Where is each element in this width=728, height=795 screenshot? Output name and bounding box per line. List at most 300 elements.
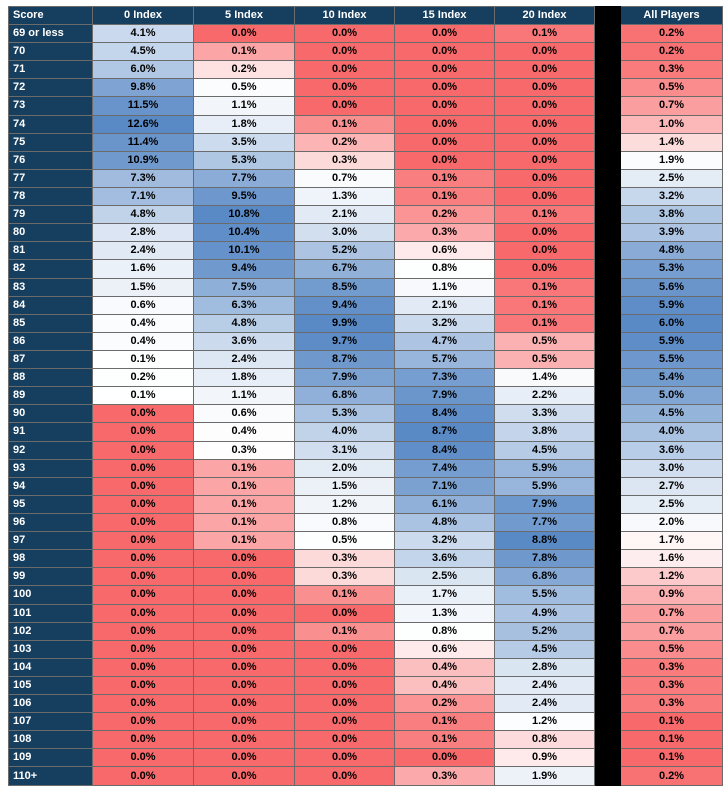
separator-cell [595,477,621,495]
heatmap-cell: 0.0% [93,695,194,713]
heatmap-cell: 0.0% [295,97,395,115]
score-cell: 80 [9,224,93,242]
table-row [9,423,723,441]
separator-cell [595,658,621,676]
heatmap-cell: 4.8% [93,206,194,224]
table-row [9,568,723,586]
heatmap-cell: 0.0% [495,97,595,115]
heatmap-cell: 0.0% [194,586,295,604]
heatmap-cell: 0.0% [295,767,395,786]
heatmap-cell: 6.0% [93,61,194,79]
table-row [9,314,723,332]
table-row [9,676,723,694]
heatmap-cell: 0.8% [495,731,595,749]
table-row [9,97,723,115]
heatmap-cell: 0.0% [295,43,395,61]
all-players-cell: 1.9% [621,151,723,169]
heatmap-cell: 4.5% [495,441,595,459]
heatmap-cell: 0.0% [495,115,595,133]
table-row [9,713,723,731]
separator-cell [595,260,621,278]
table-row [9,25,723,43]
heatmap-cell: 0.0% [295,640,395,658]
heatmap-cell: 8.7% [295,350,395,368]
heatmap-cell: 0.0% [395,133,495,151]
heatmap-cell: 0.1% [194,459,295,477]
score-cell: 89 [9,387,93,405]
index-column-header: 10 Index [295,7,395,25]
heatmap-cell: 0.6% [395,242,495,260]
heatmap-cell: 6.7% [295,260,395,278]
heatmap-cell: 0.0% [395,61,495,79]
score-cell: 102 [9,622,93,640]
heatmap-cell: 8.8% [495,532,595,550]
separator-cell [595,749,621,767]
table-row [9,187,723,205]
heatmap-cell: 7.5% [194,278,295,296]
heatmap-cell: 0.0% [93,640,194,658]
separator-cell [595,314,621,332]
heatmap-cell: 5.7% [395,350,495,368]
score-cell: 104 [9,658,93,676]
score-cell: 87 [9,350,93,368]
heatmap-cell: 0.1% [295,586,395,604]
separator-cell [595,586,621,604]
all-players-cell: 0.3% [621,676,723,694]
score-cell: 81 [9,242,93,260]
heatmap-cell: 9.4% [295,296,395,314]
heatmap-cell: 0.4% [93,332,194,350]
all-players-cell: 0.5% [621,79,723,97]
heatmap-cell: 2.4% [495,676,595,694]
heatmap-cell: 9.8% [93,79,194,97]
table-row [9,550,723,568]
all-players-cell: 5.6% [621,278,723,296]
heatmap-cell: 1.4% [495,369,595,387]
separator-cell [595,459,621,477]
separator-cell [595,224,621,242]
heatmap-cell: 0.0% [194,695,295,713]
score-column-header: Score [9,7,93,25]
separator-cell [595,550,621,568]
heatmap-cell: 4.8% [395,513,495,531]
all-players-cell: 0.3% [621,61,723,79]
heatmap-cell: 0.0% [194,767,295,786]
heatmap-cell: 3.6% [194,332,295,350]
all-players-cell: 5.3% [621,260,723,278]
heatmap-cell: 9.7% [295,332,395,350]
heatmap-cell: 4.9% [495,604,595,622]
heatmap-cell: 0.3% [295,151,395,169]
all-players-cell: 5.0% [621,387,723,405]
heatmap-cell: 0.1% [93,387,194,405]
separator-column [595,7,621,25]
heatmap-cell: 3.8% [495,423,595,441]
heatmap-cell: 0.0% [93,731,194,749]
heatmap-cell: 0.1% [495,314,595,332]
separator-cell [595,97,621,115]
heatmap-cell: 0.4% [395,658,495,676]
heatmap-cell: 11.5% [93,97,194,115]
table-row [9,133,723,151]
heatmap-cell: 0.0% [395,25,495,43]
heatmap-cell: 1.2% [495,713,595,731]
heatmap-cell: 0.9% [495,749,595,767]
table-row [9,441,723,459]
heatmap-cell: 0.0% [395,749,495,767]
all-players-cell: 0.9% [621,586,723,604]
heatmap-cell: 0.0% [194,749,295,767]
all-players-cell: 5.9% [621,296,723,314]
score-cell: 69 or less [9,25,93,43]
heatmap-cell: 2.8% [93,224,194,242]
heatmap-cell: 0.0% [194,25,295,43]
heatmap-cell: 2.5% [395,568,495,586]
heatmap-cell: 5.3% [194,151,295,169]
table-row [9,115,723,133]
heatmap-cell: 0.6% [395,640,495,658]
heatmap-cell: 6.8% [495,568,595,586]
all-players-cell: 0.1% [621,749,723,767]
separator-cell [595,369,621,387]
all-players-cell: 0.7% [621,97,723,115]
all-players-cell: 2.5% [621,169,723,187]
heatmap-cell: 1.1% [194,387,295,405]
score-cell: 93 [9,459,93,477]
heatmap-cell: 0.0% [93,604,194,622]
separator-cell [595,695,621,713]
score-cell: 105 [9,676,93,694]
heatmap-cell: 0.0% [93,477,194,495]
all-players-cell: 0.7% [621,622,723,640]
heatmap-cell: 7.7% [194,169,295,187]
index-column-header: 20 Index [495,7,595,25]
table-row [9,586,723,604]
heatmap-cell: 0.0% [295,658,395,676]
heatmap-cell: 0.4% [93,314,194,332]
heatmap-cell: 0.4% [395,676,495,694]
table-row [9,604,723,622]
heatmap-cell: 0.0% [93,550,194,568]
heatmap-cell: 0.0% [295,25,395,43]
heatmap-cell: 7.8% [495,550,595,568]
score-cell: 99 [9,568,93,586]
heatmap-cell: 0.0% [495,151,595,169]
score-cell: 91 [9,423,93,441]
heatmap-cell: 2.4% [194,350,295,368]
separator-cell [595,713,621,731]
heatmap-cell: 0.0% [194,640,295,658]
heatmap-cell: 0.0% [395,43,495,61]
table-body [9,25,723,786]
heatmap-cell: 1.1% [194,97,295,115]
score-cell: 110+ [9,767,93,786]
heatmap-cell: 3.3% [495,405,595,423]
all-players-cell: 4.8% [621,242,723,260]
score-cell: 85 [9,314,93,332]
score-cell: 83 [9,278,93,296]
heatmap-cell: 10.9% [93,151,194,169]
heatmap-cell: 1.5% [295,477,395,495]
heatmap-cell: 1.8% [194,369,295,387]
all-players-cell: 1.6% [621,550,723,568]
heatmap-cell: 0.0% [93,568,194,586]
separator-cell [595,206,621,224]
table-row [9,278,723,296]
heatmap-cell: 4.5% [93,43,194,61]
heatmap-cell: 0.1% [495,296,595,314]
heatmap-cell: 0.0% [495,133,595,151]
heatmap-cell: 2.0% [295,459,395,477]
score-cell: 77 [9,169,93,187]
table-row [9,332,723,350]
score-cell: 90 [9,405,93,423]
heatmap-cell: 0.8% [395,622,495,640]
score-cell: 72 [9,79,93,97]
score-cell: 84 [9,296,93,314]
heatmap-cell: 0.3% [395,224,495,242]
score-cell: 98 [9,550,93,568]
all-players-cell: 1.4% [621,133,723,151]
table-row [9,767,723,786]
table-row [9,405,723,423]
all-players-cell: 4.5% [621,405,723,423]
heatmap-cell: 4.7% [395,332,495,350]
heatmap-cell: 3.2% [395,314,495,332]
score-cell: 106 [9,695,93,713]
all-players-cell: 0.3% [621,658,723,676]
heatmap-cell: 0.0% [93,513,194,531]
heatmap-cell: 9.4% [194,260,295,278]
score-cell: 94 [9,477,93,495]
all-players-cell: 5.5% [621,350,723,368]
score-cell: 101 [9,604,93,622]
heatmap-cell: 7.3% [93,169,194,187]
table-row [9,61,723,79]
heatmap-cell: 7.1% [93,187,194,205]
heatmap-cell: 0.1% [495,25,595,43]
separator-cell [595,296,621,314]
score-cell: 71 [9,61,93,79]
score-cell: 74 [9,115,93,133]
heatmap-cell: 0.0% [93,532,194,550]
heatmap-cell: 0.2% [295,133,395,151]
heatmap-cell: 0.0% [93,622,194,640]
heatmap-cell: 0.0% [194,713,295,731]
heatmap-cell: 1.2% [295,495,395,513]
heatmap-cell: 0.0% [295,749,395,767]
heatmap-cell: 0.2% [194,61,295,79]
heatmap-cell: 0.8% [395,260,495,278]
heatmap-cell: 1.5% [93,278,194,296]
table-row [9,695,723,713]
table-row [9,532,723,550]
score-cell: 109 [9,749,93,767]
score-cell: 76 [9,151,93,169]
separator-cell [595,350,621,368]
separator-cell [595,604,621,622]
separator-cell [595,79,621,97]
all-players-cell: 6.0% [621,314,723,332]
score-cell: 70 [9,43,93,61]
table-row [9,206,723,224]
heatmap-cell: 6.8% [295,387,395,405]
heatmap-cell: 0.0% [93,767,194,786]
table-row [9,387,723,405]
table-row [9,513,723,531]
heatmap-cell: 0.0% [295,713,395,731]
heatmap-cell: 2.2% [495,387,595,405]
score-cell: 103 [9,640,93,658]
heatmap-cell: 0.0% [495,224,595,242]
table-row [9,369,723,387]
heatmap-cell: 10.1% [194,242,295,260]
all-players-cell: 3.0% [621,459,723,477]
heatmap-cell: 0.0% [93,405,194,423]
table-row [9,640,723,658]
all-players-cell: 0.5% [621,640,723,658]
separator-cell [595,568,621,586]
heatmap-cell: 0.5% [295,532,395,550]
heatmap-cell: 6.1% [395,495,495,513]
heatmap-cell: 0.0% [93,423,194,441]
header-row [9,7,723,25]
score-cell: 82 [9,260,93,278]
heatmap-cell: 0.0% [495,187,595,205]
heatmap-cell: 0.0% [93,586,194,604]
separator-cell [595,169,621,187]
all-players-cell: 0.2% [621,25,723,43]
heatmap-cell: 5.2% [295,242,395,260]
heatmap-cell: 0.7% [295,169,395,187]
separator-cell [595,622,621,640]
heatmap-cell: 0.0% [194,658,295,676]
all-players-cell: 4.0% [621,423,723,441]
separator-cell [595,133,621,151]
heatmap-cell: 5.3% [295,405,395,423]
heatmap-cell: 1.3% [295,187,395,205]
heatmap-cell: 0.0% [93,676,194,694]
table-row [9,731,723,749]
all-players-cell: 5.4% [621,369,723,387]
heatmap-cell: 0.1% [295,622,395,640]
heatmap-cell: 5.9% [495,477,595,495]
all-players-cell: 3.9% [621,224,723,242]
heatmap-cell: 4.8% [194,314,295,332]
score-cell: 100 [9,586,93,604]
heatmap-cell: 1.1% [395,278,495,296]
all-players-cell: 1.7% [621,532,723,550]
separator-cell [595,332,621,350]
heatmap-cell: 3.2% [395,532,495,550]
heatmap-cell: 1.3% [395,604,495,622]
heatmap-cell: 0.0% [295,695,395,713]
score-cell: 108 [9,731,93,749]
table-row [9,224,723,242]
separator-cell [595,640,621,658]
heatmap-cell: 1.6% [93,260,194,278]
all-players-cell: 1.0% [621,115,723,133]
separator-cell [595,441,621,459]
separator-cell [595,187,621,205]
heatmap-cell: 5.9% [495,459,595,477]
heatmap-cell: 10.8% [194,206,295,224]
heatmap-cell: 0.5% [495,350,595,368]
heatmap-cell: 0.0% [93,459,194,477]
heatmap-cell: 0.0% [395,79,495,97]
all-players-cell: 3.2% [621,187,723,205]
heatmap-cell: 1.8% [194,115,295,133]
heatmap-cell: 6.3% [194,296,295,314]
table-row [9,79,723,97]
table-row [9,477,723,495]
heatmap-cell: 0.1% [194,43,295,61]
heatmap-cell: 0.4% [194,423,295,441]
heatmap-cell: 0.0% [194,731,295,749]
separator-cell [595,767,621,786]
separator-cell [595,676,621,694]
heatmap-cell: 0.3% [395,767,495,786]
heatmap-cell: 0.3% [295,568,395,586]
heatmap-cell: 0.5% [495,332,595,350]
index-column-header: 0 Index [93,7,194,25]
score-cell: 92 [9,441,93,459]
score-cell: 79 [9,206,93,224]
heatmap-cell: 8.5% [295,278,395,296]
heatmap-cell: 0.2% [93,369,194,387]
all-players-cell: 0.2% [621,767,723,786]
separator-cell [595,495,621,513]
heatmap-cell: 0.0% [295,731,395,749]
heatmap-cell: 0.1% [194,495,295,513]
separator-cell [595,513,621,531]
separator-cell [595,25,621,43]
heatmap-cell: 0.0% [194,568,295,586]
heatmap-cell: 0.0% [93,441,194,459]
table-row [9,169,723,187]
heatmap-cell: 2.8% [495,658,595,676]
heatmap-cell: 0.0% [395,97,495,115]
heatmap-cell: 0.1% [93,350,194,368]
heatmap-cell: 0.3% [295,550,395,568]
score-cell: 73 [9,97,93,115]
heatmap-cell: 0.0% [194,676,295,694]
heatmap-cell: 0.0% [194,622,295,640]
separator-cell [595,61,621,79]
heatmap-cell: 0.0% [295,604,395,622]
heatmap-cell: 5.2% [495,622,595,640]
heatmap-cell: 0.3% [194,441,295,459]
separator-cell [595,532,621,550]
table-row [9,43,723,61]
score-cell: 75 [9,133,93,151]
heatmap-cell: 5.5% [495,586,595,604]
index-column-header: 5 Index [194,7,295,25]
heatmap-cell: 0.0% [495,242,595,260]
separator-cell [595,278,621,296]
table-row [9,495,723,513]
table-row [9,749,723,767]
heatmap-cell: 4.5% [495,640,595,658]
heatmap-cell: 0.0% [395,151,495,169]
heatmap-cell: 12.6% [93,115,194,133]
all-players-cell: 0.2% [621,43,723,61]
heatmap-cell: 4.1% [93,25,194,43]
heatmap-cell: 0.1% [495,278,595,296]
separator-cell [595,405,621,423]
heatmap-cell: 0.6% [93,296,194,314]
score-cell: 95 [9,495,93,513]
